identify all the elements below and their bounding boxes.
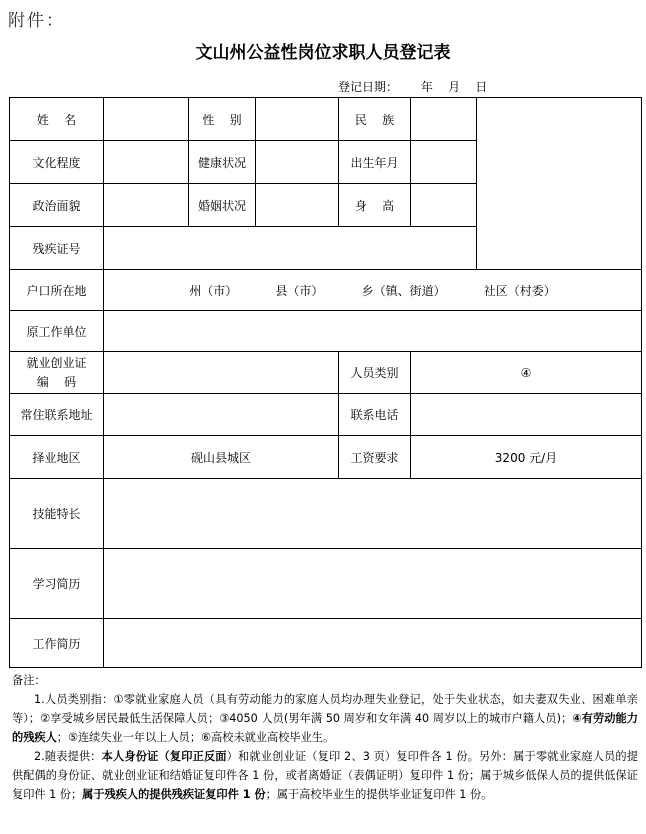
note-2-text-e: ；属于高校毕业生的提供毕业证复印件 1 份。 — [265, 788, 493, 801]
attachment-label: 附件： — [8, 11, 65, 31]
address-label: 常住联系地址 — [10, 394, 104, 436]
skills-label: 技能特长 — [10, 479, 104, 549]
height-field[interactable] — [411, 184, 477, 227]
hukou-label: 户口所在地 — [10, 270, 104, 311]
job-area-label: 择业地区 — [10, 436, 104, 479]
salary-label: 工资要求 — [339, 436, 411, 479]
form-title: 文山州公益性岗位求职人员登记表 — [195, 43, 451, 63]
hukou-field[interactable]: 州（市） 县（市） 乡（镇、街道） 社区（村委） — [104, 270, 642, 311]
note-person-types — [12, 690, 638, 747]
note-2-text-a: 2.随表提供： — [34, 750, 102, 763]
disability-cert-label: 残疾证号 — [10, 227, 104, 270]
work-history-field[interactable] — [104, 619, 642, 668]
name-field[interactable] — [104, 98, 189, 141]
notes-section — [12, 671, 638, 804]
registration-form-table — [9, 97, 642, 668]
marital-status-field[interactable] — [256, 184, 339, 227]
note-1-text-c: ；⑤连续失业一年以上人员；⑥高校未就业高校毕业生。 — [56, 731, 335, 744]
gender-label: 性 别 — [189, 98, 256, 141]
job-area-field[interactable]: 砚山县城区 — [104, 436, 339, 479]
note-attachments — [12, 747, 638, 804]
address-field[interactable] — [104, 394, 339, 436]
political-status-field[interactable] — [104, 184, 189, 227]
phone-field[interactable] — [411, 394, 642, 436]
salary-field[interactable]: 3200 元/月 — [411, 436, 642, 479]
gender-field[interactable] — [256, 98, 339, 141]
employment-cert-label-line1: 就业创业证 — [26, 355, 87, 370]
note-2-bold-id: 本人身份证（复印正反面 — [101, 750, 227, 763]
health-field[interactable] — [256, 141, 339, 184]
person-type-field[interactable]: ④ — [411, 352, 642, 394]
registration-date: 登记日期： 年 月 日 — [338, 80, 488, 94]
education-label: 文化程度 — [10, 141, 104, 184]
work-history-label: 工作简历 — [10, 619, 104, 668]
marital-status-label: 婚姻状况 — [189, 184, 256, 227]
ethnicity-field[interactable] — [411, 98, 477, 141]
note-2-text-c: ）和就业创业证（复印 2、3 页）复印件各 1 份。另外：属于零就业家庭人员的提供配偶的身份证、就业创业证和结婚证复印件各 1 份，或者离婚证（表偶证明）复印件 1 份；属于城乡低保人员的提供低保证复印件 1 份； — [12, 750, 638, 801]
study-history-label: 学习简历 — [10, 549, 104, 619]
name-label: 姓 名 — [10, 98, 104, 141]
note-1-text-a: 1.人员类别指：①零就业家庭人员（具有劳动能力的家庭人员均办理失业登记，处于失业状态，如夫妻双失业、困难单亲等）；②享受城乡居民最低生活保障人员；③4050 人员(男年满 50 周岁和女年满 40 周岁以上的城市户籍人员)； — [12, 693, 638, 725]
note-2-bold-disability: 属于残疾人的提供残疾证复印件 1 份 — [82, 788, 266, 801]
birth-field[interactable] — [411, 141, 477, 184]
prev-employer-field[interactable] — [104, 311, 642, 352]
education-field[interactable] — [104, 141, 189, 184]
ethnicity-label: 民 族 — [339, 98, 411, 141]
prev-employer-label: 原工作单位 — [10, 311, 104, 352]
note-1-bold: ④有劳动能力的残疾人 — [12, 712, 638, 744]
health-label: 健康状况 — [189, 141, 256, 184]
employment-cert-label-line2: 编 码 — [36, 374, 77, 389]
employment-cert-label — [10, 352, 104, 394]
person-type-label: 人员类别 — [339, 352, 411, 394]
skills-field[interactable] — [104, 479, 642, 549]
political-status-label: 政治面貌 — [10, 184, 104, 227]
study-history-field[interactable] — [104, 549, 642, 619]
employment-cert-field[interactable] — [104, 352, 339, 394]
birth-label: 出生年月 — [339, 141, 411, 184]
disability-cert-field[interactable] — [104, 227, 477, 270]
notes-heading: 备注： — [12, 674, 46, 687]
height-label: 身 高 — [339, 184, 411, 227]
photo-box — [477, 98, 642, 270]
phone-label: 联系电话 — [339, 394, 411, 436]
